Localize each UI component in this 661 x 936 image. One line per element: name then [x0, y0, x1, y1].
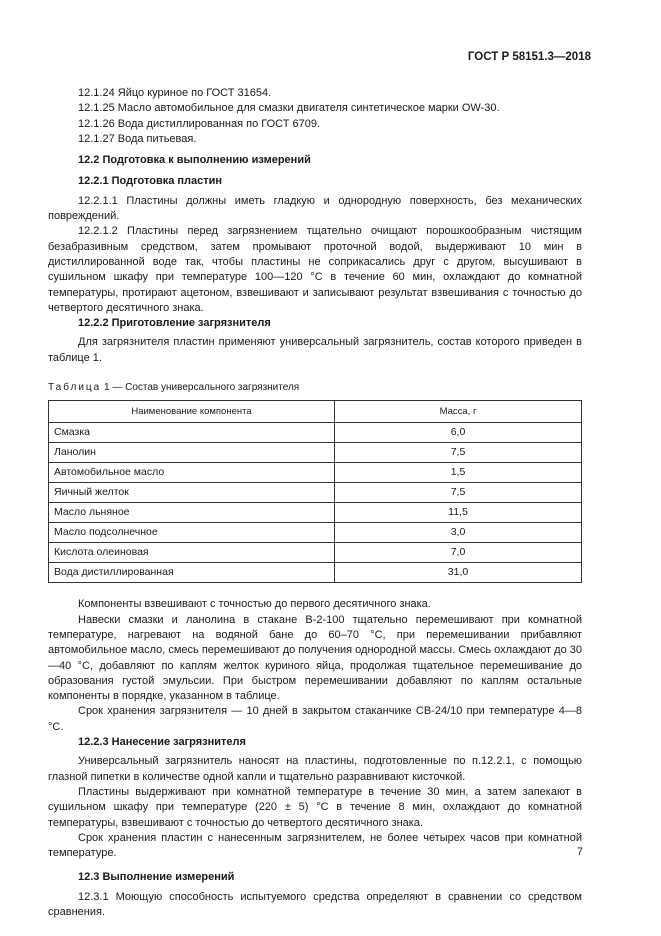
- table-row: [49, 503, 582, 523]
- section-heading: 12.2 Подготовка к выполнению измерений: [78, 154, 311, 167]
- table-row: [49, 563, 582, 583]
- table-row: [49, 523, 582, 543]
- paragraph: Навески смазки и ланолина в стакане В-2-100 тщательно перемешивают при комнатной температуре, нагревают на водяной бане до 60–70 °С, при перемешивании прибавляют автомобильное масло, смесь перемешивают до получения однородной массы. Смесь охлаждают до 30—40 °С, добавляют по каплям желток куриного яйца, продолжая тщательное перемешивание до образования густой эмульсии. При быстром перемешивании добавляют по каплям остальные компоненты в порядке, указанном в таблице.: [48, 613, 582, 703]
- paragraph: 12.2.1.2 Пластины перед загрязнением тщательно очищают порошкообразным чистящим безабразивным средством, затем промывают проточной водой, выдерживают 10 мин в дистиллированной воде так, чтобы пластины не соприкасались друг с другом, высушивают в сушильном шкафу при температуре 100—120 °С в течение 60 мин, охлаждают до комнатной температуры, протирают ацетоном, взвешивают и записывают результат взвешивания с точностью до четвертого десятичного знака.: [48, 225, 582, 314]
- table-row: [49, 463, 582, 483]
- section-heading: 12.3 Выполнение измерений: [78, 871, 235, 884]
- paragraph: Срок хранения пластин с нанесенным загрязнителем, не более четырех часов при комнатной температуре.: [48, 831, 582, 860]
- list-item: 12.1.25 Масло автомобильное для смазки двигателя синтетическое марки OW-30.: [78, 102, 500, 115]
- subsection-heading: 12.2.2 Приготовление загрязнителя: [78, 317, 271, 330]
- list-item: 12.1.26 Вода дистиллированная по ГОСТ 6709.: [78, 117, 321, 130]
- table-caption-title: 1 — Состав универсального загрязнителя: [101, 382, 300, 394]
- column-header-mass: Масса, г: [335, 401, 582, 423]
- paragraph: Для загрязнителя пластин применяют универсальный загрязнитель, состав которого приведен в таблице 1.: [48, 336, 582, 364]
- component-name: Яичный желток: [49, 483, 335, 503]
- component-mass: 7,5: [335, 483, 582, 503]
- table-row: [49, 443, 582, 463]
- table-row: [49, 483, 582, 503]
- list-item: 12.1.27 Вода питьевая.: [78, 132, 197, 145]
- component-mass: 7,0: [335, 543, 582, 563]
- component-mass: 11,5: [335, 503, 582, 523]
- table-caption-word: Таблица: [48, 382, 102, 394]
- paragraph: 12.2.1.1 Пластины должны иметь гладкую и однородную поверхность, без механических повреждений.: [48, 194, 582, 223]
- component-mass: 31,0: [335, 563, 582, 583]
- column-header-component: Наименование компонента: [49, 401, 335, 423]
- table-header-row: [49, 401, 582, 423]
- paragraph: Пластины выдерживают при комнатной температуре в течение 30 мин, а затем запекают в сушильном шкафу при температуре (220 ± 5) °С в течение 8 мин, охлаждают до комнатной температуры, взвешивают с точностью до четвертого десятичного знака.: [48, 785, 582, 829]
- component-name: Вода дистиллированная: [49, 563, 335, 583]
- component-name: Автомобильное масло: [49, 463, 335, 483]
- list-item: 12.1.24 Яйцо куриное по ГОСТ 31654.: [78, 87, 272, 99]
- paragraph: Универсальный загрязнитель наносят на пластины, подготовленные по п.12.2.1, с помощью глазной пипетки в количестве одной капли и тщательно разравнивают кисточкой.: [48, 755, 582, 783]
- page-number: 7: [576, 846, 583, 858]
- subsection-heading: 12.2.1 Подготовка пластин: [78, 175, 223, 188]
- component-name: Ланолин: [49, 443, 335, 463]
- component-name: Масло подсолнечное: [49, 523, 335, 543]
- paragraph: Компоненты взвешивают с точностью до первого десятичного знака.: [78, 598, 431, 611]
- table-caption: [48, 380, 582, 395]
- composition-table: [48, 400, 582, 583]
- table-row: [49, 423, 582, 443]
- component-mass: 3,0: [335, 523, 582, 543]
- component-mass: 1,5: [335, 463, 582, 483]
- document-body: [48, 86, 582, 920]
- component-name: Смазка: [49, 423, 335, 443]
- paragraph: Срок хранения загрязнителя — 10 дней в закрытом стаканчике СВ-24/10 при температуре 4—8 °С.: [48, 705, 582, 733]
- document-header: ГОСТ Р 58151.3—2018: [467, 51, 591, 63]
- paragraph: 12.3.1 Моющую способность испытуемого средства определяют в сравнении со средством сравнения.: [48, 890, 582, 918]
- table-row: [49, 543, 582, 563]
- component-name: Кислота олеиновая: [49, 543, 335, 563]
- subsection-heading: 12.2.3 Нанесение загрязнителя: [78, 736, 246, 749]
- component-mass: 6,0: [335, 423, 582, 443]
- component-name: Масло льняное: [49, 503, 335, 523]
- component-mass: 7,5: [335, 443, 582, 463]
